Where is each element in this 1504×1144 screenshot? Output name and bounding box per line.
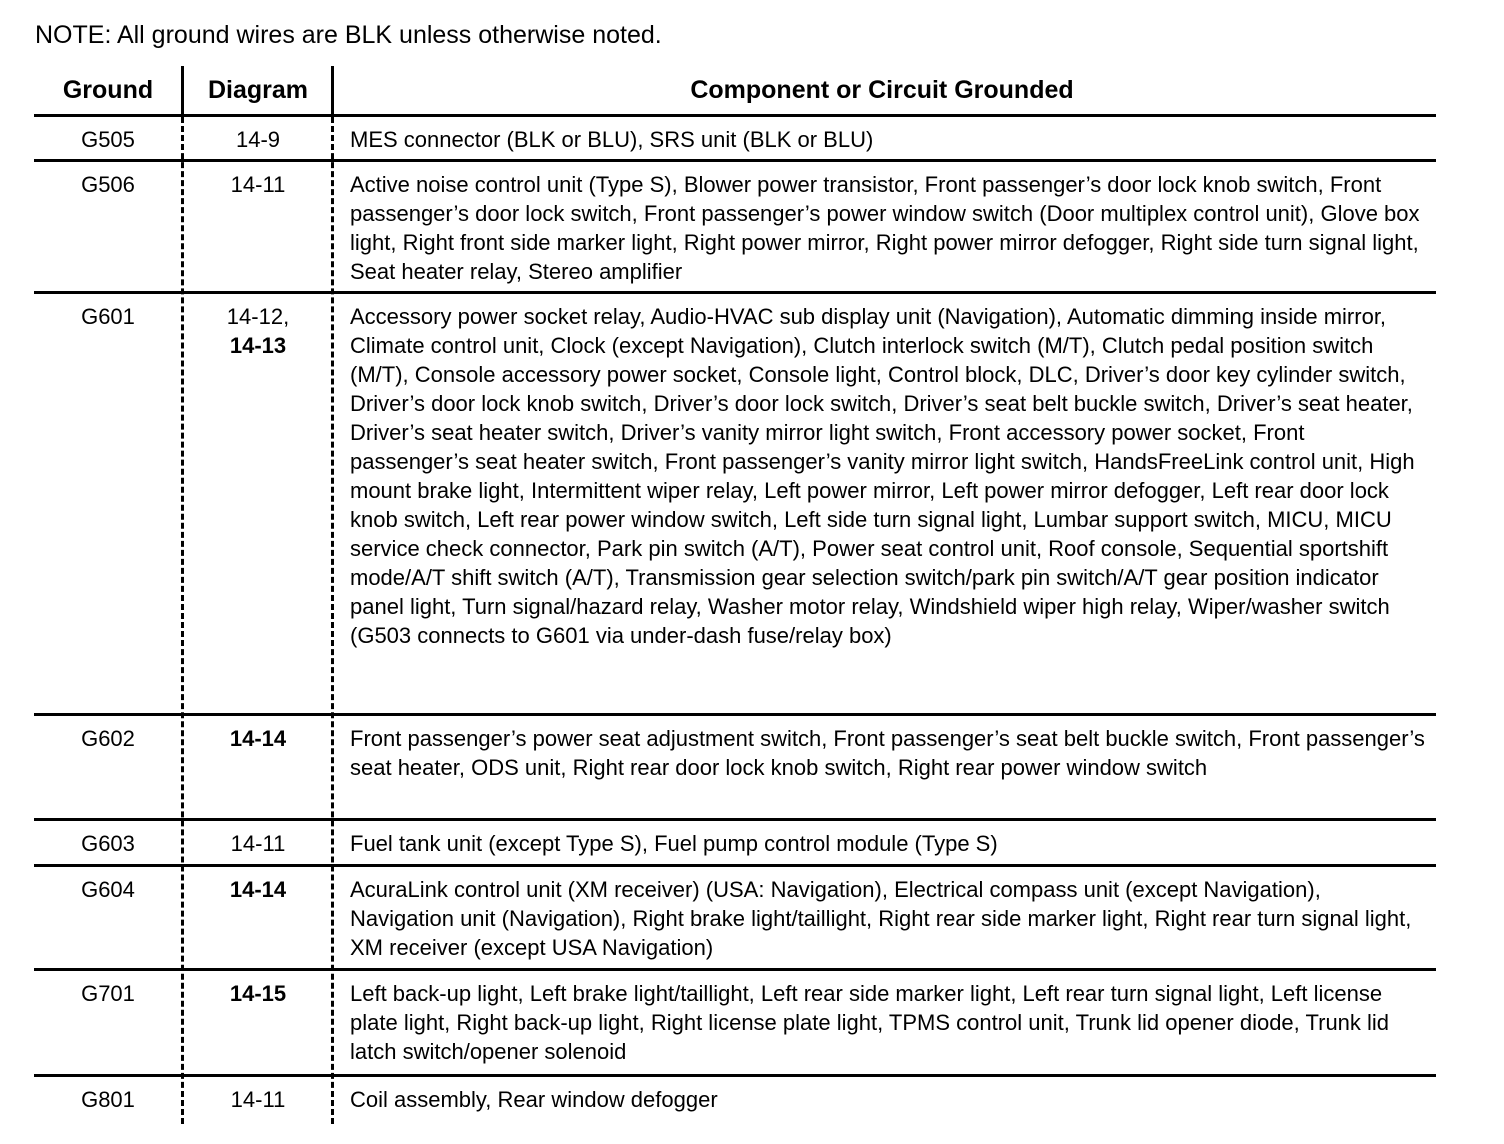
column-header-ground: Ground <box>62 76 154 104</box>
diagram-cell: 14-15 <box>229 981 287 1006</box>
component-cell: MES connector (BLK or BLU), SRS unit (BLK or BLU) <box>350 127 874 152</box>
header-separator-1 <box>181 66 184 114</box>
component-cell: Left back-up light, Left brake light/taillight, Left rear side marker light, Left rear turn signal light, Left license plate light, Right back-up light, Right license plate light, TPMS control unit, Trunk lid opener diode, Trunk lid latch switch/opener solenoid <box>350 981 1390 1064</box>
ground-cell: G604 <box>81 877 135 902</box>
ground-cell: G801 <box>81 1087 135 1112</box>
table-row <box>0 117 1504 159</box>
table-row <box>0 971 1504 1074</box>
component-cell: AcuraLink control unit (XM receiver) (USA: Navigation), Electrical compass unit (except Navigation), Navigation unit (Navigation), Right brake light/taillight, Right rear side marker light, Right rear turn signal light, XM receiver (except USA Navigation) <box>350 877 1412 960</box>
table-row <box>0 162 1504 291</box>
page-note: NOTE: All ground wires are BLK unless otherwise noted. <box>35 21 662 49</box>
ground-cell: G602 <box>81 726 135 751</box>
component-cell: Coil assembly, Rear window defogger <box>350 1087 718 1112</box>
table-row <box>0 821 1504 864</box>
table-row <box>0 716 1504 818</box>
ground-cell: G506 <box>81 172 135 197</box>
diagram-cell: 14-11 <box>230 831 286 856</box>
diagram-ref: 14-13 <box>229 333 287 358</box>
table-row <box>0 294 1504 713</box>
ground-cell: G601 <box>81 304 135 329</box>
diagram-cell: 14-9 <box>235 127 281 152</box>
component-cell: Fuel tank unit (except Type S), Fuel pump control module (Type S) <box>350 831 998 856</box>
diagram-cell: 14-14 <box>229 877 287 902</box>
ground-cell: G701 <box>81 981 135 1006</box>
diagram-cell: 14-11 <box>230 1087 286 1112</box>
ground-cell: G603 <box>81 831 135 856</box>
component-cell: Active noise control unit (Type S), Blower power transistor, Front passenger’s door lock knob switch, Front passenger’s door lock switch, Front passenger’s power window switch (Door multiplex control unit), Glove box light, Right front side marker light, Right power mirror, Right power mirror defogger, Right side turn signal light, Seat heater relay, Stereo amplifier <box>350 172 1420 284</box>
header-separator-2 <box>331 66 334 114</box>
diagram-cell: 14-14 <box>229 726 287 751</box>
column-header-component: Component or Circuit Grounded <box>690 76 1074 104</box>
component-cell: Front passenger’s power seat adjustment switch, Front passenger’s seat belt buckle switch, Front passenger’s seat heater, ODS unit, Right rear door lock knob switch, Right rear power window switch <box>350 726 1425 780</box>
diagram-cell: 14-11 <box>230 172 286 197</box>
component-cell: Accessory power socket relay, Audio-HVAC sub display unit (Navigation), Automatic dimming inside mirror, Climate control unit, Clock (except Navigation), Clutch interlock switch (M/T), Clutch pedal position switch (M/T), Console accessory power socket, Console light, Control block, DLC, Driver’s door key cylinder switch, Driver’s door lock knob switch, Driver’s door lock switch, Driver’s seat belt buckle switch, Driver’s seat heater, Driver’s seat heater switch, Driver’s vanity mirror light switch, Front accessory power socket, Front passenger’s seat heater switch, Front passenger’s vanity mirror light switch, HandsFreeLink control unit, High mount brake light, Intermittent wiper relay, Left power mirror, Left power mirror defogger, Left rear door lock knob switch, Left rear power window switch, Left side turn signal light, Lumbar support switch, MICU, MICU service check connector, Park pin switch (A/T), Power seat control unit, Roof console, Sequential sportshift mode/A/T shift switch (A/T), Transmission gear selection switch/park pin switch/A/T gear position indicator panel light, Turn signal/hazard relay, Washer motor relay, Windshield wiper high relay, Wiper/washer switch (G503 connects to G601 via under-dash fuse/relay box) <box>350 304 1415 648</box>
table-row <box>0 1077 1504 1127</box>
ground-cell: G505 <box>81 127 135 152</box>
diagram-cell <box>184 302 332 360</box>
table-row <box>0 867 1504 968</box>
column-header-diagram: Diagram <box>207 76 309 104</box>
diagram-ref: 14-12, <box>226 304 290 329</box>
